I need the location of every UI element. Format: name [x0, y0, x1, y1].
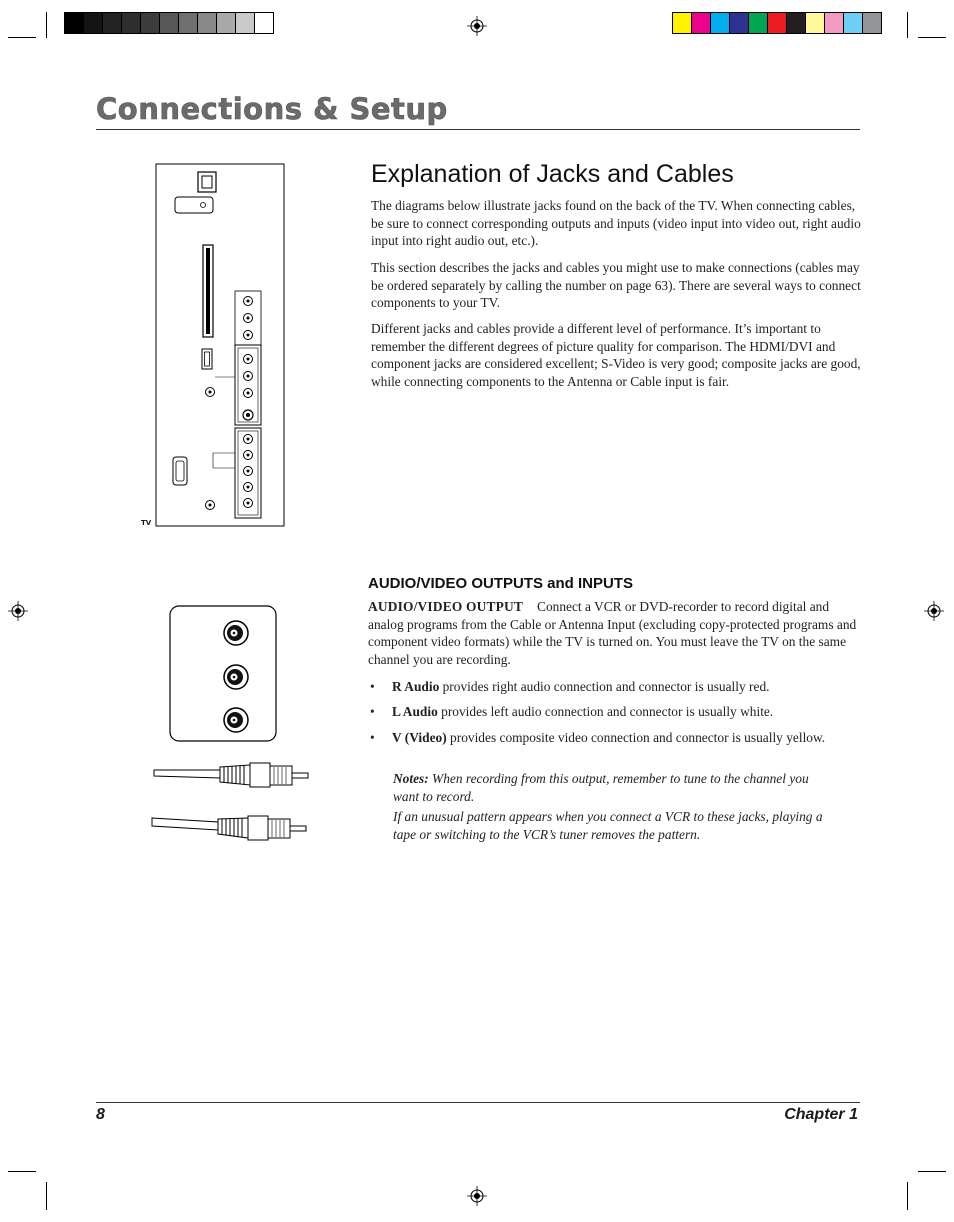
av-section-heading: AUDIO/VIDEO OUTPUTS and INPUTS	[368, 575, 634, 592]
av-output-text: Connect a VCR or DVD-recorder to record digital and analog programs from the Cable or Antenna Input (excluding copy-protected programs and component video formats) while the TV is turned on. You must leave the TV on the same channel you are recording.	[368, 599, 857, 667]
color-swatch	[236, 13, 255, 33]
note-recording	[393, 770, 833, 805]
header-divider	[96, 129, 860, 130]
av-output-paragraph	[368, 598, 858, 668]
bullet-term: R Audio	[392, 679, 440, 694]
crop-mark	[8, 1171, 36, 1172]
crop-mark	[907, 12, 908, 38]
color-swatch	[768, 13, 787, 33]
color-swatch	[806, 13, 825, 33]
color-swatch	[65, 13, 84, 33]
chapter-label: Chapter 1	[784, 1106, 858, 1123]
registration-target-icon	[467, 16, 487, 36]
color-swatch	[255, 13, 273, 33]
note-pattern: If an unusual pattern appears when you connect a VCR to these jacks, playing a tape or switching to the VCR’s tuner removes the pattern.	[393, 809, 823, 842]
bullet-mark: •	[370, 679, 375, 694]
av-output-lead: AUDIO/VIDEO OUTPUT	[368, 599, 524, 614]
color-swatch	[141, 13, 160, 33]
registration-target-icon	[467, 1186, 487, 1206]
cables-paragraph: This section describes the jacks and cables you might use to make connections (cables may be ordered separately by calling the number on page 63). There are several ways to connect components to your TV.	[371, 260, 861, 311]
notes-label: Notes:	[393, 771, 429, 786]
color-swatch	[825, 13, 844, 33]
registration-target-icon	[924, 601, 944, 621]
color-swatch	[711, 13, 730, 33]
page-heading: Explanation of Jacks and Cables	[371, 160, 734, 188]
crop-mark	[918, 37, 946, 38]
footer-divider	[96, 1102, 860, 1103]
section-title: Connections & Setup	[96, 92, 448, 126]
color-swatch	[160, 13, 179, 33]
bullet-mark: •	[370, 730, 375, 745]
bullet-text: provides left audio connection and connector is usually white.	[437, 704, 774, 719]
bullet-term: V (Video)	[392, 730, 447, 745]
color-swatch	[692, 13, 711, 33]
color-swatch	[730, 13, 749, 33]
page-number: 8	[96, 1106, 105, 1123]
bullet-text: provides composite video connection and connector is usually yellow.	[446, 730, 826, 745]
color-swatch	[198, 13, 217, 33]
bullet-term: L Audio	[392, 704, 438, 719]
crop-mark	[907, 1182, 908, 1210]
color-swatch	[122, 13, 141, 33]
color-swatch	[84, 13, 103, 33]
color-swatch	[179, 13, 198, 33]
crop-mark	[46, 1182, 47, 1210]
crop-mark	[8, 37, 36, 38]
color-swatch	[844, 13, 863, 33]
color-swatch	[863, 13, 881, 33]
color-swatch	[217, 13, 236, 33]
performance-paragraph: Different jacks and cables provide a different level of performance. It’s important to remember the different degrees of picture quality for comparison. The HDMI/DVI and component jacks are considered excellent; S-Video is very good; composite jacks are good, while connecting components to the Antenna or Cable input is fair.	[371, 321, 861, 389]
color-swatch	[787, 13, 806, 33]
bullet-text: provides right audio connection and connector is usually red.	[439, 679, 770, 694]
av-output-jacks-diagram	[169, 605, 279, 743]
rca-cable-icon	[150, 760, 312, 792]
registration-target-icon	[8, 601, 28, 621]
grayscale-color-bar	[64, 12, 274, 34]
color-swatch	[673, 13, 692, 33]
crop-mark	[46, 12, 47, 38]
tv-label: TV	[141, 519, 152, 527]
intro-paragraph: The diagrams below illustrate jacks found on the back of the TV. When connecting cables, be sure to connect corresponding outputs and inputs (video input into video out, right audio input into right audio out, etc.).	[371, 198, 861, 249]
crop-mark	[918, 1171, 946, 1172]
bullet-mark: •	[370, 704, 375, 719]
process-color-bar	[672, 12, 882, 34]
color-swatch	[749, 13, 768, 33]
note-text: When recording from this output, remember to tune to the channel you want to record.	[393, 771, 809, 804]
color-swatch	[103, 13, 122, 33]
tv-back-panel-diagram	[155, 163, 286, 529]
rca-cable-icon	[148, 812, 310, 846]
